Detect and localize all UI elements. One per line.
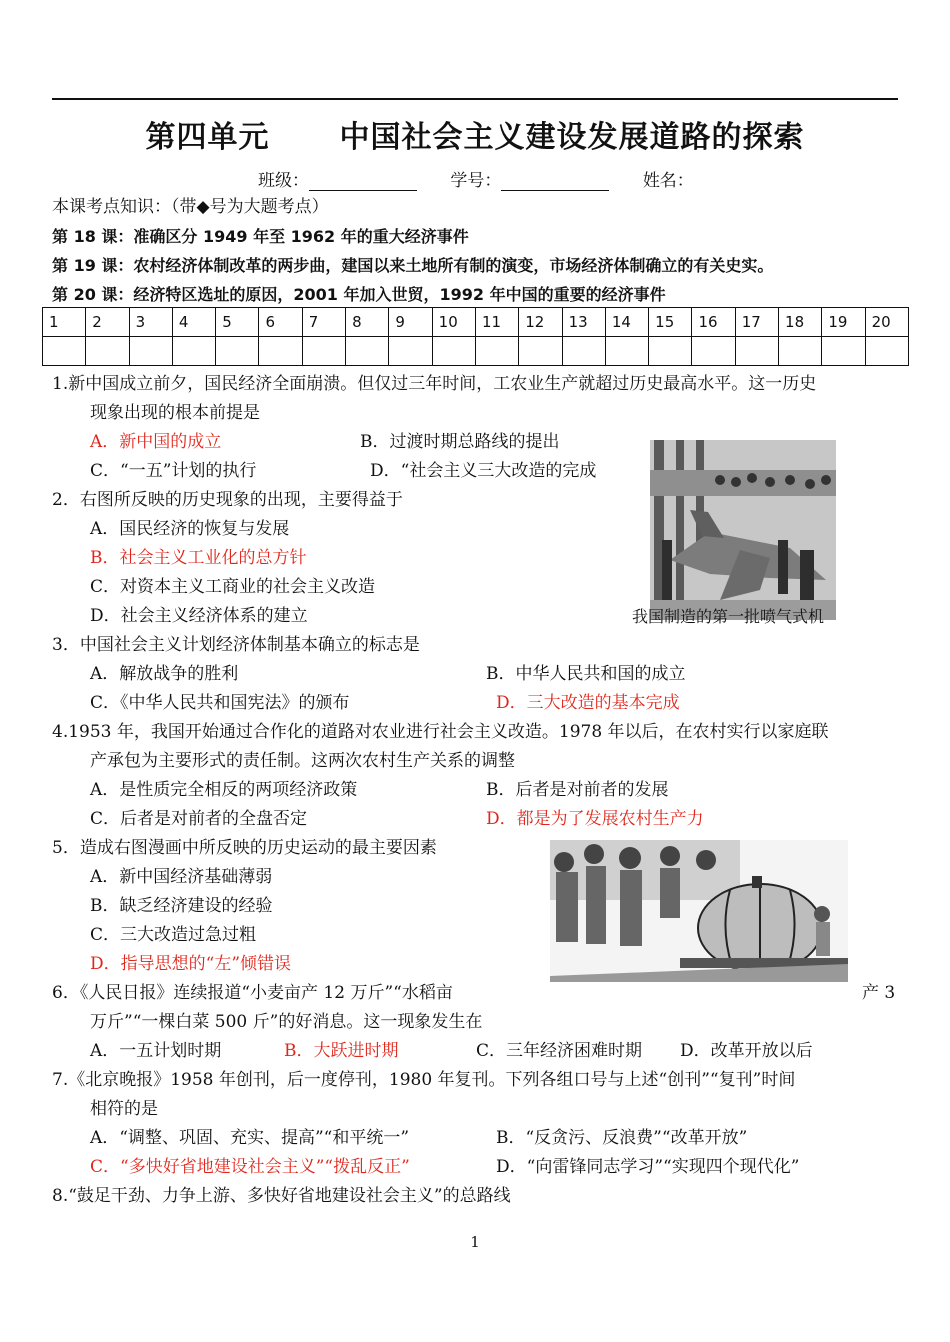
student-info: 班级： 学号： 姓名：	[258, 171, 694, 191]
q3-option-a[interactable]: A．解放战争的胜利	[90, 664, 239, 684]
answer-number: 2	[86, 308, 129, 337]
answer-cell[interactable]	[605, 337, 648, 366]
answer-cell[interactable]	[865, 337, 908, 366]
q2-option-d[interactable]: D．社会主义经济体系的建立	[90, 606, 308, 626]
answer-number: 5	[216, 308, 259, 337]
answer-number: 20	[865, 308, 908, 337]
answer-cell[interactable]	[216, 337, 259, 366]
answer-number: 19	[822, 308, 865, 337]
answer-cell[interactable]	[692, 337, 735, 366]
answer-cell[interactable]	[475, 337, 518, 366]
q3-option-d[interactable]: D．三大改造的基本完成	[496, 693, 680, 713]
q6-option-b[interactable]: B．大跃进时期	[284, 1041, 399, 1061]
q7-option-b[interactable]: B．“反贪污、反浪费”“改革开放”	[496, 1128, 748, 1148]
answer-number: 13	[562, 308, 605, 337]
answer-number: 14	[605, 308, 648, 337]
answer-cell[interactable]	[432, 337, 475, 366]
q4-option-b[interactable]: B．后者是对前者的发展	[486, 780, 669, 800]
answer-number: 15	[649, 308, 692, 337]
q7-stem-line2: 相符的是	[90, 1099, 158, 1119]
answer-blank-row	[43, 337, 909, 366]
q7-stem-line1: 7.《北京晚报》1958 年创刊，后一度停刊，1980 年复刊。下列各组口号与上述“创刊”“复刊”时间	[52, 1070, 796, 1090]
answer-cell[interactable]	[649, 337, 692, 366]
answer-number: 4	[172, 308, 215, 337]
answer-cell[interactable]	[43, 337, 86, 366]
q6-stem-line1: 6．《人民日报》连续报道“小麦亩产 12 万斤”“水稻亩	[52, 983, 453, 1003]
q3-option-c[interactable]: C．《中华人民共和国宪法》的颁布	[90, 693, 350, 713]
q1-option-d[interactable]: D．“社会主义三大改造的完成	[370, 461, 597, 481]
answer-number: 17	[735, 308, 778, 337]
q1-option-c[interactable]: C．“一五”计划的执行	[90, 461, 257, 481]
page-number: 1	[470, 1233, 480, 1251]
answer-table	[42, 307, 909, 366]
q8-stem: 8.“鼓足干劲、力争上游、多快好省地建设社会主义”的总路线	[52, 1186, 511, 1206]
q7-option-a[interactable]: A．“调整、巩固、充实、提高”“和平统一”	[90, 1128, 410, 1148]
point-18: 第 18 课：准确区分 1949 年至 1962 年的重大经济事件	[52, 227, 469, 246]
q6-stem-line1-end: 产 3	[862, 983, 896, 1003]
q2-option-a[interactable]: A．国民经济的恢复与发展	[90, 519, 290, 539]
q6-stem-line2: 万斤”“一棵白菜 500 斤”的好消息。这一现象发生在	[90, 1012, 483, 1032]
answer-cell[interactable]	[822, 337, 865, 366]
answer-cell[interactable]	[519, 337, 562, 366]
q1-stem-line2: 现象出现的根本前提是	[90, 403, 260, 423]
answer-number: 18	[779, 308, 822, 337]
q4-stem-line1: 4.1953 年，我国开始通过合作化的道路对农业进行社会主义改造。1978 年以后，在农村实行以家庭联	[52, 722, 829, 742]
answer-cell[interactable]	[779, 337, 822, 366]
answer-number: 6	[259, 308, 302, 337]
answer-number: 8	[346, 308, 389, 337]
answer-cell[interactable]	[172, 337, 215, 366]
q1-stem-line1: 1.新中国成立前夕，国民经济全面崩溃。但仅过三年时间，工农业生产就超过历史最高水平。这一历史	[52, 374, 817, 394]
answer-number: 16	[692, 308, 735, 337]
q7-option-d[interactable]: D．“向雷锋同志学习”“实现四个现代化”	[496, 1157, 800, 1177]
answer-cell[interactable]	[129, 337, 172, 366]
q4-stem-line2: 产承包为主要形式的责任制。这两次农村生产关系的调整	[90, 751, 515, 771]
student-id-field[interactable]	[501, 174, 609, 191]
q5-stem: 5．造成右图漫画中所反映的历史运动的最主要因素	[52, 838, 437, 858]
q5-option-a[interactable]: A．新中国经济基础薄弱	[90, 867, 273, 887]
header-rule	[52, 98, 898, 100]
answer-cell[interactable]	[302, 337, 345, 366]
q4-option-a[interactable]: A．是性质完全相反的两项经济政策	[90, 780, 358, 800]
answer-cell[interactable]	[735, 337, 778, 366]
q1-option-a[interactable]: A．新中国的成立	[90, 432, 222, 452]
intro-text: 本课考点知识：（带◆号为大题考点）	[52, 197, 329, 217]
answer-number: 12	[519, 308, 562, 337]
point-20: 第 20 课：经济特区选址的原因，2001 年加入世贸，1992 年中国的重要的经济事件	[52, 285, 666, 304]
q4-option-d[interactable]: D．都是为了发展农村生产力	[486, 809, 704, 829]
q2-option-c[interactable]: C．对资本主义工商业的社会主义改造	[90, 577, 376, 597]
answer-number: 1	[43, 308, 86, 337]
q5-option-c[interactable]: C．三大改造过急过粗	[90, 925, 257, 945]
jet-aircraft-photo	[650, 440, 836, 620]
class-field[interactable]	[309, 174, 417, 191]
answer-cell[interactable]	[562, 337, 605, 366]
answer-cell[interactable]	[86, 337, 129, 366]
answer-cell[interactable]	[389, 337, 432, 366]
answer-cell[interactable]	[259, 337, 302, 366]
q1-option-b[interactable]: B．过渡时期总路线的提出	[360, 432, 560, 452]
point-19: 第 19 课：农村经济体制改革的两步曲，建国以来土地所有制的演变，市场经济体制确立的有关史实。	[52, 256, 774, 275]
jet-photo-caption: 我国制造的第一批喷气式机	[632, 607, 825, 626]
q2-stem: 2．右图所反映的历史现象的出现，主要得益于	[52, 490, 403, 510]
q7-option-c[interactable]: C．“多快好省地建设社会主义”“拨乱反正”	[90, 1157, 410, 1177]
q6-option-c[interactable]: C．三年经济困难时期	[476, 1041, 643, 1061]
pumpkin-cartoon	[550, 840, 848, 982]
q6-option-d[interactable]: D．改革开放以后	[680, 1041, 813, 1061]
q2-option-b[interactable]: B．社会主义工业化的总方针	[90, 548, 307, 568]
answer-number-row	[43, 308, 909, 337]
answer-cell[interactable]	[346, 337, 389, 366]
q4-option-c[interactable]: C．后者是对前者的全盘否定	[90, 809, 308, 829]
q3-stem: 3．中国社会主义计划经济体制基本确立的标志是	[52, 635, 420, 655]
answer-number: 11	[475, 308, 518, 337]
answer-number: 9	[389, 308, 432, 337]
answer-number: 10	[432, 308, 475, 337]
answer-number: 3	[129, 308, 172, 337]
q6-option-a[interactable]: A．一五计划时期	[90, 1041, 222, 1061]
page-title: 第四单元 中国社会主义建设发展道路的探索	[145, 120, 805, 155]
answer-number: 7	[302, 308, 345, 337]
q3-option-b[interactable]: B．中华人民共和国的成立	[486, 664, 686, 684]
q5-option-b[interactable]: B．缺乏经济建设的经验	[90, 896, 273, 916]
q5-option-d[interactable]: D．指导思想的“左”倾错误	[90, 954, 292, 974]
